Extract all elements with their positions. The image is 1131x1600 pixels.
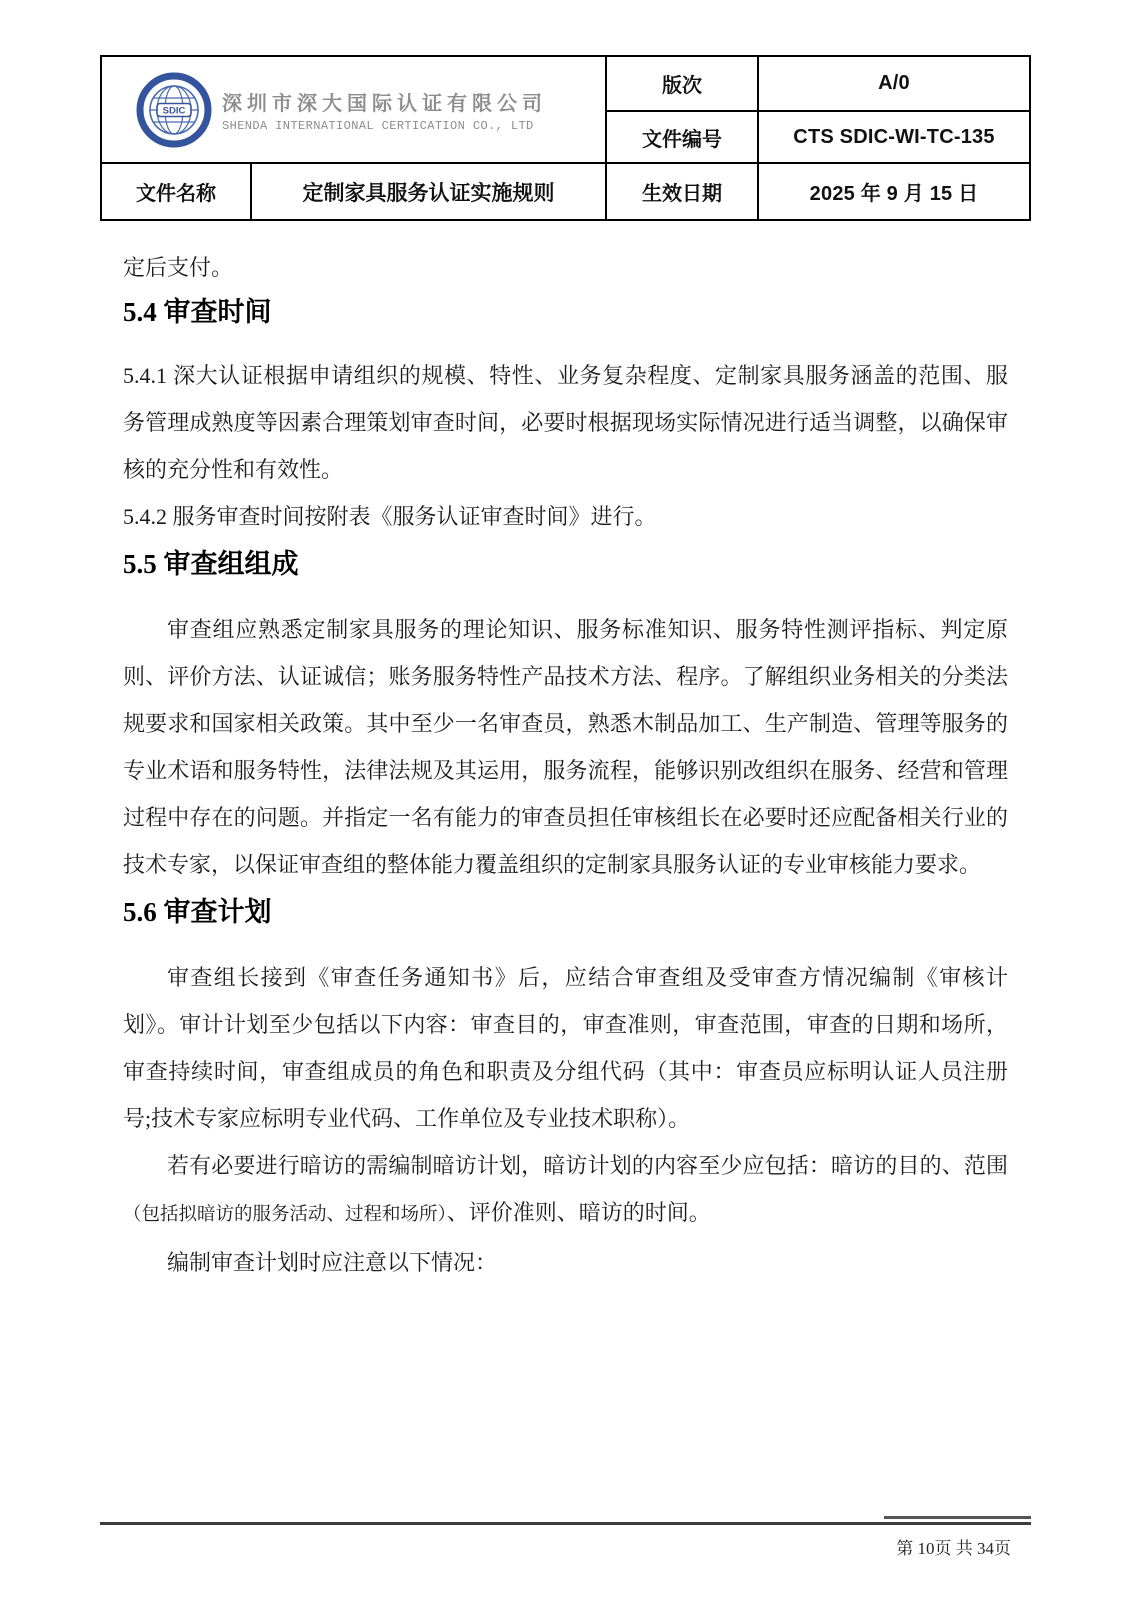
- page-number: 第 10页 共 34页: [896, 1539, 1011, 1558]
- paragraph-5-6-1: 审查组长接到《审查任务通知书》后，应结合审查组及受审查方情况编制《审核计划》。审计计划至少包括以下内容：审查目的，审查准则，审查范围，审查的日期和场所，审查持续时间，审查组成员的角色和职责及分组代码（其中：审查员应标明认证人员注册号;技术专家应标明专业代码、工作单位及专业技术职称）。: [123, 965, 1008, 1131]
- doc-name-label: 文件名称: [102, 164, 252, 219]
- footer-rule-accent: [884, 1516, 1031, 1519]
- version-value: A/0: [759, 57, 1029, 112]
- document-header-table: [100, 55, 1031, 221]
- sdic-logo-icon: [136, 72, 212, 148]
- company-name-block: [222, 87, 547, 133]
- document-body: [123, 246, 1008, 1286]
- version-label: 版次: [607, 57, 759, 112]
- effective-date-label: 生效日期: [607, 164, 759, 219]
- paragraph-5-4-1: 5.4.1 深大认证根据申请组织的规模、特性、业务复杂程度、定制家具服务涵盖的范围、服务管理成熟度等因素合理策划审查时间，必要时根据现场实际情况进行适当调整，以确保审核的充分性和有效性。: [123, 363, 1008, 482]
- carryover-line: 定后支付。: [123, 255, 234, 280]
- doc-number-value: CTS SDIC-WI-TC-135: [759, 112, 1029, 164]
- paragraph-5-5: 审查组应熟悉定制家具服务的理论知识、服务标准知识、服务特性测评指标、判定原则、评价方法、认证诚信；账务服务特性产品技术方法、程序。了解组织业务相关的分类法规要求和国家相关政策。其中至少一名审查员，熟悉木制品加工、生产制造、管理等服务的专业术语和服务特性，法律法规及其运用，服务流程，能够识别改组织在服务、经营和管理过程中存在的问题。并指定一名有能力的审查员担任审核组长在必要时还应配备相关行业的技术专家，以保证审查组的整体能力覆盖组织的定制家具服务认证的专业审核能力要求。: [123, 617, 1008, 877]
- paragraph-5-6-2-tail: 、评价准则、暗访的时间。: [446, 1200, 711, 1225]
- doc-number-label: 文件编号: [607, 112, 759, 164]
- doc-name-value: 定制家具服务认证实施规则: [252, 164, 607, 219]
- paragraph-5-6-2: [123, 1142, 1008, 1239]
- section-heading-5-5: 5.5 审查组组成: [123, 549, 299, 579]
- paragraph-5-6-2-parenthetical: （包括拟暗访的服务活动、过程和场所）: [123, 1205, 447, 1225]
- paragraph-5-4-2: 5.4.2 服务审查时间按附表《服务认证审查时间》进行。: [123, 504, 657, 529]
- footer-rule: [100, 1522, 1031, 1525]
- paragraph-5-6-2-lead: 若有必要进行暗访的需编制暗访计划，暗访计划的内容至少应包括：暗访的目的、范围: [167, 1153, 1008, 1178]
- company-name-cn: 深圳市深大国际认证有限公司: [222, 92, 547, 115]
- section-heading-5-4: 5.4 审查时间: [123, 297, 272, 327]
- paragraph-5-6-3: 编制审查计划时应注意以下情况：: [167, 1250, 498, 1275]
- header-logo-cell: [102, 57, 607, 164]
- company-name-en: SHENDA INTERNATIONAL CERTICATION CO., LTD: [222, 118, 534, 133]
- svg-text:SDIC: SDIC: [162, 105, 186, 116]
- effective-date-value: 2025 年 9 月 15 日: [809, 183, 979, 205]
- section-heading-5-6: 5.6 审查计划: [123, 897, 272, 927]
